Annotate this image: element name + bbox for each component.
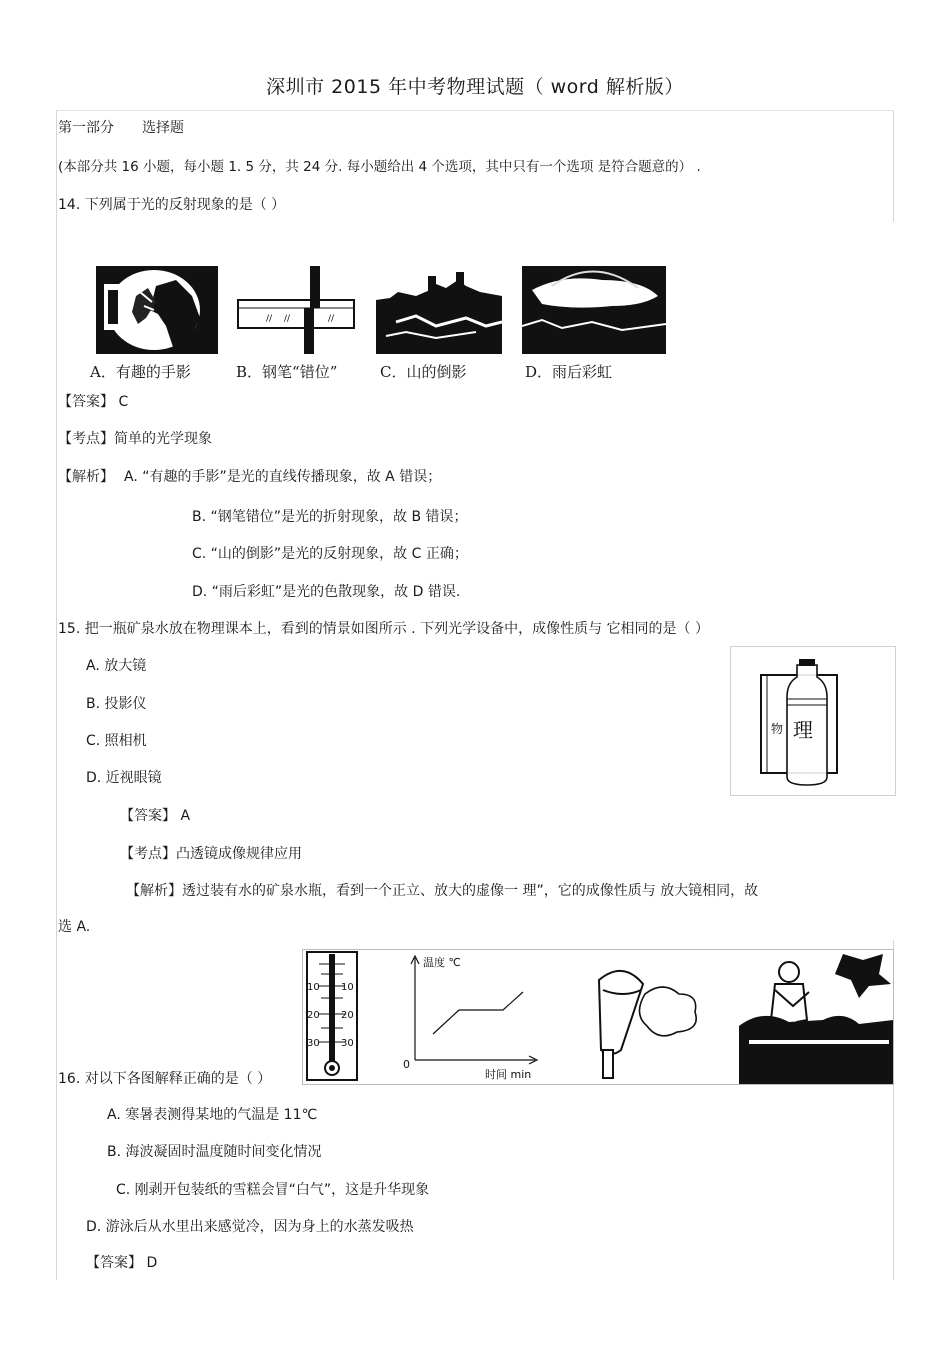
q15-figure-char-wu: 物 xyxy=(771,722,784,736)
q15-analysis-line1: 【解析】透过装有水的矿泉水瓶，看到一个正立、放大的虚像一 理”，它的成像性质与 放大镜相同，故 xyxy=(126,883,759,899)
q15-analysis-line2: 选 A. xyxy=(58,919,91,935)
q14-caption-d: D．雨后彩虹 xyxy=(525,363,613,381)
q16-thermo-tick-right-20: 20 xyxy=(341,1010,354,1021)
q16-figure-strip xyxy=(302,949,894,1085)
q14-caption-a: A．有趣的手影 xyxy=(90,363,191,381)
section-instructions: (本部分共 16 小题，每小题 1. 5 分，共 24 分. 每小题给出 4 个选项，其中只有一个选项 是符合题意的） . xyxy=(58,159,701,175)
page-title: 深圳市 2015 年中考物理试题（ word 解析版） xyxy=(266,76,684,98)
svg-text://: // xyxy=(284,314,291,324)
section-name: 选择题 xyxy=(142,120,184,136)
q15-option-c: C. 照相机 xyxy=(86,733,147,749)
svg-text://: // xyxy=(266,314,273,324)
q16-thermo-tick-right-30: 30 xyxy=(341,1038,354,1049)
q14-analysis-c: C. “山的倒影”是光的反射现象，故 C 正确； xyxy=(192,546,468,562)
q14-figure-a-hand-shadow xyxy=(96,266,218,354)
q16-graph-origin: 0 xyxy=(403,1058,410,1071)
q16-graph-xlabel: 时间 min xyxy=(485,1068,532,1081)
page-border-right xyxy=(893,110,894,222)
page-border-left xyxy=(56,110,57,1280)
q15-figure-bottle-on-book xyxy=(730,646,896,796)
q15-option-a: A. 放大镜 xyxy=(86,658,147,674)
q14-figure-c-mountain-reflection xyxy=(376,266,502,354)
q16-thermo-tick-right-10: 10 xyxy=(341,982,354,993)
q15-answer: 【答案】 A xyxy=(120,808,191,824)
q14-analysis-label: 【解析】 xyxy=(58,469,114,485)
q16-stem: 16. 对以下各图解释正确的是（ ） xyxy=(58,1071,272,1087)
q16-option-a: A. 寒暑表测得某地的气温是 11℃ xyxy=(107,1107,318,1123)
q16-option-c: C. 刚剥开包装纸的雪糕会冒“白气”，这是升华现象 xyxy=(116,1182,430,1198)
q16-graph-ylabel: 温度 ℃ xyxy=(423,956,461,969)
q16-answer: 【答案】 D xyxy=(86,1255,158,1271)
q14-figure-b-pen-in-water xyxy=(236,264,356,356)
q15-figure-char-li: 理 xyxy=(793,718,813,742)
q15-stem: 15. 把一瓶矿泉水放在物理课本上，看到的情景如图所示 . 下列光学设备中，成像性质与 它相同的是（ ） xyxy=(58,621,709,637)
svg-text://: // xyxy=(328,314,335,324)
q16-thermo-tick-left-30: 30 xyxy=(307,1038,320,1049)
q14-caption-b: B．钢笔“错位” xyxy=(236,363,338,381)
q16-thermo-tick-left-20: 20 xyxy=(307,1010,320,1021)
q14-stem: 14. 下列属于光的反射现象的是（ ） xyxy=(58,197,286,213)
q15-point: 【考点】凸透镜成像规律应用 xyxy=(120,846,302,862)
q15-option-d: D. 近视眼镜 xyxy=(86,770,162,786)
q14-caption-c: C．山的倒影 xyxy=(380,363,467,381)
q14-figure-d-rainbow xyxy=(522,266,666,354)
q16-thermo-tick-left-10: 10 xyxy=(307,982,320,993)
q14-point: 【考点】简单的光学现象 xyxy=(58,431,212,447)
q16-option-d: D. 游泳后从水里出来感觉冷，因为身上的水蒸发吸热 xyxy=(86,1219,414,1235)
header-rule xyxy=(56,110,894,111)
q14-analysis-d: D. “雨后彩虹”是光的色散现象，故 D 错误. xyxy=(192,584,461,600)
q15-option-b: B. 投影仪 xyxy=(86,696,147,712)
q14-answer: 【答案】 C xyxy=(58,394,129,410)
q14-analysis-a: A. “有趣的手影”是光的直线传播现象，故 A 错误； xyxy=(124,469,442,485)
q14-analysis-b: B. “钢笔错位”是光的折射现象，故 B 错误； xyxy=(192,509,468,525)
section-part: 第一部分 xyxy=(58,120,114,136)
q16-option-b: B. 海波凝固时温度随时间变化情况 xyxy=(107,1144,322,1160)
